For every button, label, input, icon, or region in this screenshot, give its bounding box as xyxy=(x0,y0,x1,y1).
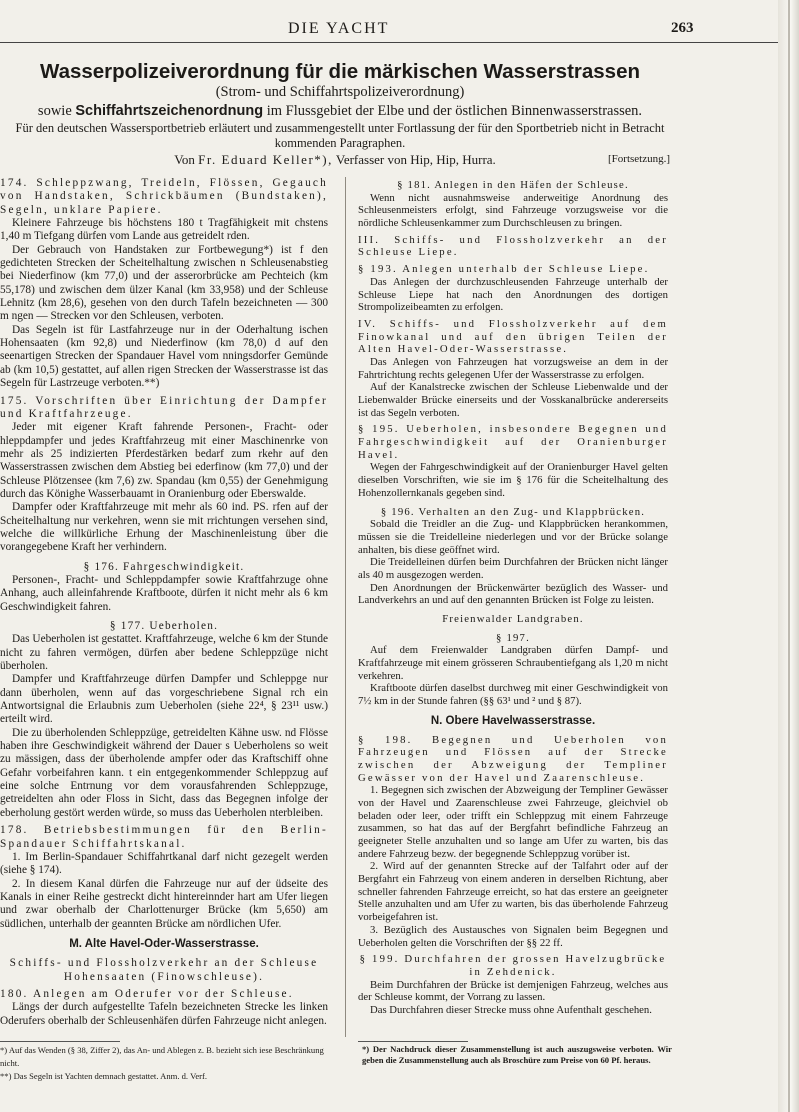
section-heading: § 196. Verhalten an den Zug- und Klappbrücken. xyxy=(380,505,646,518)
section-heading: § 198. Begegnen und Ueberholen von Fahrzeugen und Flössen auf der Strecke zwischen der Abzweigung der Templiner Gewässer von der Havel und Zaarenschleuse. xyxy=(358,733,668,784)
author-von: Von xyxy=(174,152,195,167)
paragraph: Auf dem Freienwalder Landgraben dürfen Dampf- und Kraftfahrzeuge mit einem grösseren Schraubentiefgang als 1,20 m nicht verkehren. xyxy=(358,644,668,682)
paragraph: Personen-, Fracht- und Schleppdampfer sowie Kraftfahrzuge ohne Anhang, auch alleinfahrende Kraftboote, dürfen it nicht mehr als 6 km Geschwindigkeit fahren. xyxy=(0,573,328,613)
footnotes-left xyxy=(0,1044,340,1083)
paragraph: Kraftboote dürfen daselbst durchweg mit einer Geschwindigkeit von 7½ km in der Stunde fahren (§§ 63¹ und ² und § 87). xyxy=(358,682,668,708)
section-heading: 175. Vorschriften über Einrichtung der Dampfer und Kraftfahrzeuge. xyxy=(0,394,328,420)
section-heading: § 181. Anlegen in den Häfen der Schleuse. xyxy=(397,179,629,191)
article-intro: Für den deutschen Wassersportbetrieb erläutert und zusammengestellt unter Fortlassung der für den Sportbetrieb nicht in Betracht kommenden Paragraphen. xyxy=(15,121,665,150)
paragraph: Dampfer oder Kraftfahrzeuge mit mehr als 60 ind. PS. rfen auf der Scheitelhaltung nur verkehren, wenn sie mit rrichtungen versehen sind, welche die willkürliche Erhung der Maschinenleistung über die vorangegebene Kraft her verhindern. xyxy=(0,501,328,554)
paragraph: Auf der Kanalstrecke zwischen der Schleuse Liebenwalde und der Liebenwalder Brücke einerseits und der Vosskanalbrücke andererseits ist das Segeln verboten. xyxy=(358,381,668,419)
paragraph: Jeder mit eigener Kraft fahrende Personen-, Fracht- oder hleppdampfer und jedes Kraftfahrzeug mit einer Maschinenrke von mehr als 25 indizierten Pferdestärken bedarf zum rkehr auf den Wasserstrassen zwischen dem Abstieg bei ederfinow (km 77,0) und der Schleuse Plötzensee (km 7,6) zw. Spandau (km 0,55) der Genehmigung durch das Könighe Wasserbauamt in Oranienburg oder Eberswalde. xyxy=(0,421,328,500)
page-binding-edge xyxy=(778,0,799,1112)
right-column xyxy=(358,177,668,1017)
section-heading: § 177. Ueberholen. xyxy=(109,620,219,632)
paragraph: 1. Begegnen sich zwischen der Abzweigung der Templiner Gewässer von der Havel und Zaarenschleuse zwei Fahrzeuge, gleichviel ob beladen oder leer, oder trifft ein Schleppzug mit einem Fahrzeuge zusammen, so hat das auf der Bergfahrt befindliche Fahrzeug an geeigneter Stelle anzuhalten und so lange am Ufer zu warten, bis das andere Fahrzeug bezw. der begegnende Schleppzug vorüber ist. xyxy=(358,784,668,860)
article-title: Wasserpolizeiverordnung für die märkischen Wasserstrassen xyxy=(39,60,641,83)
header-rule xyxy=(0,42,778,43)
section-heading: 178. Betriebsbestimmungen für den Berlin-Spandauer Schiffahrtskanal. xyxy=(0,824,328,850)
paragraph: Das Durchfahren dieser Strecke muss ohne Aufenthalt geschehen. xyxy=(370,1003,652,1016)
paragraph: Das Ueberholen ist gestattet. Kraftfahrzeuge, welche 6 km der Stunde nicht zu fahren vermögen, dürfen aber bedene Schleppzüge nicht überholen. xyxy=(0,633,328,673)
section-heading: 174. Schleppzwang, Treideln, Flössen, Gegauch von Handstaken, Schrickbäumen (Bundstaken), Segeln, unklare Papiere. xyxy=(0,177,328,216)
chapter-heading: N. Obere Havelwasserstrasse. xyxy=(430,714,596,727)
section-heading: § 193. Anlegen unterhalb der Schleuse Liepe. xyxy=(358,263,650,276)
paragraph: Der Gebrauch von Handstaken zur Fortbewegung*) ist f den gedichteten Strecken der Scheitelhaltung zwischen n Schleusenabstieg bei Niederfinow (km 77,0) und der asserorbrücke am Pechteich (km 55,178) und zwischen dem ülzer Kanal (km 33,958) und der Schleuse Lehnitz (km 28,6), gesehen von den durch Tafeln bezeichneten — 300 m ngen — Strecken vor den Schleusen, verboten. xyxy=(0,243,328,323)
paragraph: Wenn nicht ausnahmsweise anderweitige Anordnung des Schleusenmeisters erfolgt, sind Fahrzeuge vorzugsweise vor die nördliche Schleusenkammer zum Durchschleusen zu bringen. xyxy=(358,191,668,230)
paragraph: Die zu überholenden Schleppzüge, getreidelten Kähne usw. nd Flösse haben ihre Geschwindigkeit während der Dauer s Ueberholens so weit zu mässigen, dass der überholende ampfer oder das Kraftschiff ohne Gefahr vorbeifahren kann. t ein entgegenkommender Schleppzug auf eine solche Entrnung vor dem vorausfahrenden Schleppzuge, getreidelten ahn oder Floss in Sicht, dass das Begegnen infolge der eberholung gestört werden würde, so muss das Ueberholen nterbleiben. xyxy=(0,726,328,819)
author-name: Fr. Eduard Keller*), xyxy=(198,152,333,167)
footnote-rule-left xyxy=(0,1041,120,1042)
section-heading: § 195. Ueberholen, insbesondere Begegnen und Fahrgeschwindigkeit auf der Oranienburger Havel. xyxy=(358,423,668,461)
paragraph: Das Anlegen der durchzuschleusenden Fahrzeuge unterhalb der Schleuse Liepe hat nach den Anordnungen des dortigen Strompolizeibeamten zu erfolgen. xyxy=(358,275,668,314)
column-divider xyxy=(345,177,346,1037)
paragraph: Das Segeln ist für Lastfahrzeuge nur in der Oderhaltung ischen Hohensaaten (km 92,8) und Niederfinow (km 78,0) d auf den seenartigen Strecken der Spandauer Havel vom nningsdorfer Gemünde ab (km 10,5) gestattet, auf allen rigen Strecken der Wasserstrasse ist das Segeln für Lastrzeuge verboten.**) xyxy=(0,323,328,390)
left-column xyxy=(0,177,328,1028)
footnote-rule-right xyxy=(358,1041,468,1042)
chapter-heading: M. Alte Havel-Oder-Wasserstrasse. xyxy=(69,937,259,950)
paragraph: 3. Bezüglich des Austausches von Signalen beim Begegnen und Ueberholen gelten die Vorschriften der §§ 22 ff. xyxy=(358,923,668,949)
footnote: **) Das Segeln ist Yachten demnach gestattet. Anm. d. Verf. xyxy=(0,1071,208,1081)
paragraph: Den Anordnungen der Brückenwärter bezüglich des Wasser- und Landverkehrs an und auf den genannten Brücken ist Folge zu leisten. xyxy=(358,581,668,607)
article-subtitle-2 xyxy=(0,103,680,120)
section-heading: IV. Schiffs- und Flossholzverkehr auf dem Finowkanal und auf den übrigen Teilen der Alten Havel-Oder-Wasserstrasse. xyxy=(358,317,668,356)
author-rest: Verfasser von Hip, Hip, Hurra. xyxy=(332,152,496,167)
page-number: 263 xyxy=(671,20,694,36)
section-heading: Freienwalder Landgraben. xyxy=(442,613,584,625)
paragraph: 2. In diesem Kanal dürfen die Fahrzeuge nur auf der üdseite des Kanals in einer Reihe gestreckt dicht hintereinnder hart am Ufer liegen und zwar oberhalb der Charlottenurger Brücke (km 5,650) am südlichen, unterhalb der geannten Brücke am nördlichen Ufer. xyxy=(0,877,328,930)
subtitle-pre: sowie xyxy=(37,103,76,119)
paragraph: Wegen der Fahrgeschwindigkeit auf der Oranienburger Havel gelten dieselben Vorschriften, wie sie im § 176 für die Scheitelhaltung des Hohenzollernkanals gegeben sind. xyxy=(358,461,668,499)
paragraph: 2. Wird auf der genannten Strecke auf der Talfahrt oder auf der Bergfahrt ein Fahrzeug von einem anderen in derselben Richtung, aber schneller fahrenden Fahrzeuge erreicht, so hat das erstere an geeigneter Stelle anzuhalten und am Ufer zu warten, bis das überholende Fahrzeug vorbeigefahren ist. xyxy=(358,860,668,924)
author-line xyxy=(100,152,570,168)
section-heading: III. Schiffs- und Flossholzverkehr an der Schleuse Liepe. xyxy=(358,233,668,259)
section-heading: § 176. Fahrgeschwindigkeit. xyxy=(83,560,245,573)
paragraph: Beim Durchfahren der Brücke ist demjenigen Fahrzeug, welches aus der Schleuse kommt, der Vorrang zu lassen. xyxy=(358,978,668,1004)
paragraph: Längs der durch aufgestellte Tafeln bezeichneten Strecke les linken Oderufers oberhalb der Schleusenhäfen dürfen Fahrzeuge nicht anlegen. xyxy=(0,1001,328,1027)
section-heading: Schiffs- und Flossholzverkehr an der Schleuse Hohensaaten (Finowschleuse). xyxy=(9,957,319,983)
paragraph: Dampfer und Kraftfahrzeuge dürfen Dampfer und Schleppge nur dann überholen, wenn auf das vorgeschriebene Signal rch ein Antwortsignal die Erlaubnis zum Ueberholen (siehe 22⁴, § 23¹¹ usw.) erteilt wird. xyxy=(0,673,328,726)
article-subtitle: (Strom- und Schiffahrtspolizeiverordnung) xyxy=(215,84,465,100)
paragraph: Die Treidelleinen dürfen beim Durchfahren der Brücken nicht länger als 40 m ausgezogen werden. xyxy=(358,556,668,581)
paragraph: Das Anlegen von Fahrzeugen hat vorzugsweise an dem in der Fahrtrichtung rechts gelegenen Ufer der Wasserstrasse zu erfolgen. xyxy=(358,355,668,381)
running-header: DIE YACHT xyxy=(288,20,390,37)
footnote: *) Auf das Wenden (§ 38, Ziffer 2), das An- und Ablegen z. B. bezieht sich iese Beschränkung nicht. xyxy=(0,1045,324,1068)
continuation-note: [Fortsetzung.] xyxy=(608,153,671,165)
paragraph: Kleinere Fahrzeuge bis höchstens 180 t Tragfähigkeit mit chstens 1,40 m Tiefgang dürfen vom Lande aus getreidelt rden. xyxy=(0,217,328,243)
section-heading: § 199. Durchfahren der grossen Havelzugbrücke in Zehdenick. xyxy=(359,953,667,978)
footnote-right: *) Der Nachdruck dieser Zusammenstellung ist auch auszugsweise verboten. Wir geben die Zusammenstellung auch als Broschüre zum Preise von 60 Pf. heraus. xyxy=(362,1044,672,1065)
section-heading: § 197. xyxy=(496,631,530,644)
paragraph: Sobald die Treidler an die Zug- und Klappbrücken herankommen, müssen sie die Treidelleine niederlegen und vor der Brücke solange anhalten, bis diese geöffnet wird. xyxy=(358,518,668,556)
section-heading: 180. Anlegen am Oderufer vor der Schleuse. xyxy=(0,987,294,1000)
subtitle-bold: Schiffahrtszeichenordnung xyxy=(75,103,264,119)
subtitle-post: im Flussgebiet der Elbe und der östlichen Binnenwasserstrassen. xyxy=(263,103,643,119)
paragraph: 1. Im Berlin-Spandauer Schiffahrtkanal darf nicht gezegelt werden (siehe § 174). xyxy=(0,850,328,877)
